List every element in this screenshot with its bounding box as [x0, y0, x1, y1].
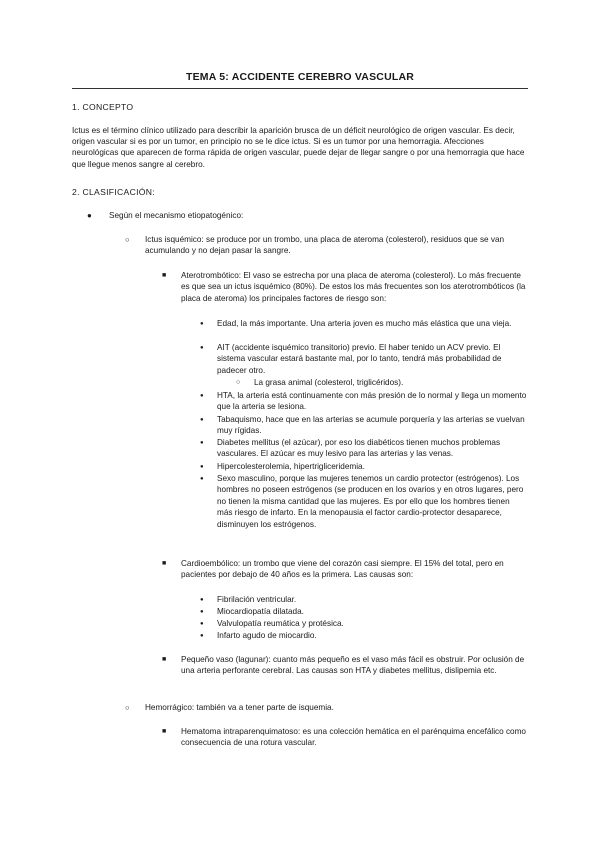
list-item-grasa: ○ La grasa animal (colesterol, triglicéridos).	[236, 378, 404, 387]
bullet-circle-icon: ○	[125, 235, 130, 244]
list-item-aterotrombotico: ■ Aterotrombótico: El vaso se estrecha por una placa de ateroma (colesterol). Lo más frecuente es que sea un ictus isquémico (80%). De estos los más frecuentes son los aterotrombóticos (la placa de ateroma) los principales factores de riesgo son:	[162, 271, 526, 303]
bullet-disc-icon: ●	[200, 633, 204, 639]
list-item-cardioembolico: ■ Cardioembólico: un trombo que viene del corazón casi siempre. El 15% del total, pero en pacientes por debajo de 40 años es la primera. Las causas son:	[162, 559, 504, 580]
list-item-causa: ● Fibrilación ventricular.	[217, 594, 527, 605]
bullet-disc-icon: ●	[200, 621, 204, 627]
bullet-disc-icon: ●	[87, 211, 92, 220]
title-underline	[72, 88, 528, 89]
list-item-factor: ● HTA, la arteria está continuamente con más presión de lo normal y llega un momento que la arteria se lesiona.	[200, 391, 527, 412]
list-item-hemorragico: ○ Hemorrágico: también va a tener parte de isquemia.	[125, 703, 334, 712]
list-item-pequeno-vaso: ■ Pequeño vaso (lagunar): cuanto más pequeño es el vaso más fácil es obstruir. Por oclusión de una arteria perforante cerebral. Las causas son HTA y diabetes mellitus, dislipemia etc.	[162, 655, 525, 676]
bullet-disc-icon: ●	[200, 393, 204, 399]
bullet-disc-icon: ●	[200, 476, 204, 482]
list-item-factor: ● Edad, la más importante. Una arteria joven es mucho más elástica que una vieja.	[217, 318, 527, 329]
bullet-disc-icon: ●	[200, 597, 204, 603]
list-item-hematoma: ■ Hematoma intraparenquimatoso: es una colección hemática en el parénquima encefálico como consecuencia de una rotura vascular.	[162, 727, 526, 748]
bullet-disc-icon: ●	[200, 345, 204, 351]
list-item-mecanismo: ● Según el mecanismo etiopatogénico:	[87, 211, 244, 220]
section-concepto-heading: 1. CONCEPTO	[72, 102, 134, 112]
bullet-disc-icon: ●	[200, 440, 204, 446]
list-item-factor: ● Diabetes mellitus (el azúcar), por eso los diabéticos tienen muchos problemas vasculares. El azúcar es muy lesivo para las arterias y las venas.	[200, 438, 501, 459]
bullet-circle-icon: ○	[236, 379, 241, 386]
bullet-disc-icon: ●	[200, 321, 204, 327]
bullet-square-icon: ■	[162, 560, 167, 567]
list-item-causa: ● Infarto agudo de miocardio.	[217, 630, 527, 641]
bullet-square-icon: ■	[162, 272, 167, 279]
list-item-causa: ● Valvulopatía reumática y protésica.	[217, 618, 527, 629]
bullet-square-icon: ■	[162, 656, 167, 663]
list-item-factor: ● Hipercolesterolemia, hipertrigliceridemia.	[217, 461, 527, 472]
document-title: TEMA 5: ACCIDENTE CEREBRO VASCULAR	[185, 71, 415, 83]
bullet-disc-icon: ●	[200, 609, 204, 615]
list-item-factor: ● Tabaquismo, hace que en las arterias se acumule porquería y las arterias se vuelvan muy rígidas.	[200, 415, 525, 436]
bullet-circle-icon: ○	[125, 703, 130, 712]
bullet-disc-icon: ●	[200, 417, 204, 423]
list-item-factor: ● Sexo masculino, porque las mujeres tenemos un cardio protector (estrógenos). Los hombres no poseen estrógenos (se producen en los ovarios y en otros lugares, pero no tienen la misma cantidad que las mujeres. Es por ello que los hombres tienen más riesgo de infarto. En la menopausia el factor cardio-protector desaparece, disminuyen los estrógenos.	[200, 474, 524, 529]
section-concepto-paragraph: Ictus es el término clínico utilizado para describir la aparición brusca de un déficit neurológico de origen vascular. Es decir, origen vascular si es por un tumor, en principio no se le dice ictus. Si es un tumor por una hemorragia. Afecciones neurológicas que aparecen de forma rápida de origen vascular, puede dejar de llegar sangre o por una hemorragia que hace que llegue menos sangre al cerebro.	[72, 126, 525, 169]
bullet-disc-icon: ●	[200, 464, 204, 470]
list-item-ictus-isquemico: ○ Ictus isquémico: se produce por un trombo, una placa de ateroma (colesterol), residuos que se van acumulando y no dejan pasar la sangre.	[125, 235, 505, 256]
section-clasificacion-heading: 2. CLASIFICACIÓN:	[72, 187, 155, 197]
bullet-square-icon: ■	[162, 728, 167, 735]
list-item-causa: ● Miocardiopatía dilatada.	[217, 606, 527, 617]
list-item-factor: ● AIT (accidente isquémico transitorio) previo. El haber tenido un ACV previo. El sistema vascular estará bastante mal, por lo tanto, tendrá más probabilidad de padecer otro.	[200, 343, 502, 375]
